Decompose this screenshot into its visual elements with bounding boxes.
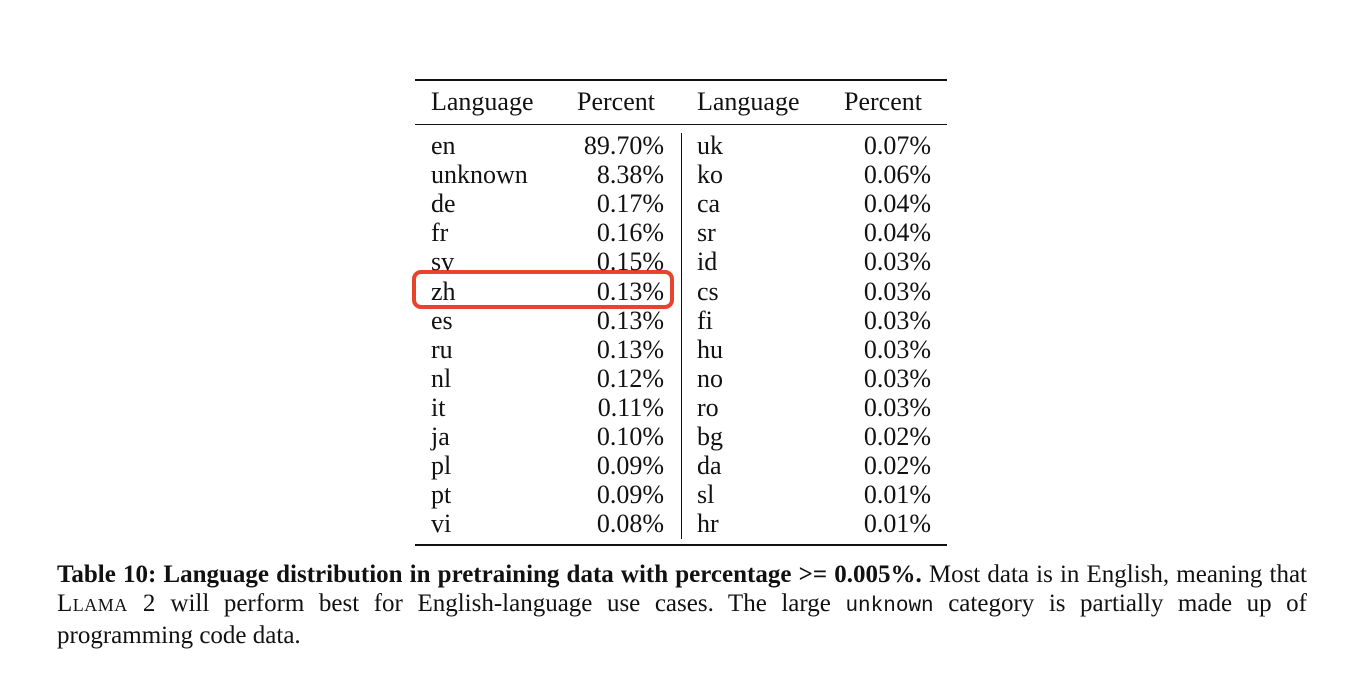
- cell-language-2: sr: [697, 218, 716, 248]
- cell-language-1: unknown: [431, 160, 528, 190]
- cell-language-1: ru: [431, 334, 453, 364]
- header-percent-2: Percent: [844, 87, 922, 116]
- cell-percent-1: 0.11%: [597, 392, 664, 422]
- header-percent-1: Percent: [577, 87, 655, 116]
- cell-percent-1: 0.09%: [596, 480, 664, 510]
- header-language-1: Language: [431, 87, 534, 116]
- cell-percent-2: 0.04%: [863, 189, 931, 219]
- cell-percent-1: 0.12%: [596, 363, 664, 393]
- table-top-rule: [415, 79, 947, 81]
- cell-percent-2: 0.03%: [863, 392, 931, 422]
- cell-percent-2: 0.03%: [863, 276, 931, 306]
- cell-percent-2: 0.03%: [863, 363, 931, 393]
- cell-percent-2: 0.01%: [863, 480, 931, 510]
- cell-language-1: es: [431, 305, 453, 335]
- cell-language-2: hu: [697, 334, 723, 364]
- cell-percent-2: 0.03%: [863, 305, 931, 335]
- cell-percent-1: 0.13%: [596, 276, 664, 306]
- cell-percent-1: 0.13%: [596, 334, 664, 364]
- cell-language-1: sv: [431, 247, 455, 277]
- cell-percent-2: 0.03%: [863, 247, 931, 277]
- table-bottom-rule: [415, 544, 947, 546]
- cell-language-2: uk: [697, 131, 723, 160]
- cell-language-1: en: [431, 131, 456, 160]
- cell-language-1: vi: [431, 509, 452, 539]
- caption-mono: unknown: [845, 595, 934, 618]
- cell-language-2: ko: [697, 160, 723, 190]
- table-caption: [57, 560, 1307, 650]
- caption-text-2: will perform best for English-language use cases. The large: [155, 590, 846, 617]
- cell-language-2: ca: [697, 189, 721, 219]
- cell-percent-2: 0.02%: [863, 451, 931, 481]
- cell-language-2: cs: [697, 276, 719, 306]
- cell-language-2: ro: [697, 392, 719, 422]
- caption-text-3: category is partially made up of programming code data.: [57, 590, 1307, 649]
- cell-language-1: pt: [431, 480, 452, 510]
- cell-percent-1: 0.16%: [596, 218, 664, 248]
- cell-language-2: no: [697, 363, 723, 393]
- cell-percent-1: 0.15%: [596, 247, 664, 277]
- cell-language-1: it: [431, 392, 446, 422]
- cell-percent-2: 0.02%: [863, 422, 931, 451]
- cell-percent-2: 0.01%: [863, 509, 931, 539]
- cell-language-1: zh: [431, 276, 456, 306]
- cell-percent-1: 0.17%: [596, 189, 664, 219]
- cell-percent-2: 0.04%: [863, 218, 931, 248]
- cell-percent-1: 0.13%: [596, 305, 664, 335]
- cell-language-2: da: [697, 451, 722, 481]
- cell-language-1: nl: [431, 363, 452, 393]
- cell-language-1: de: [431, 189, 456, 219]
- cell-language-1: ja: [431, 422, 450, 451]
- cell-language-1: pl: [431, 451, 452, 481]
- cell-percent-2: 0.03%: [863, 334, 931, 364]
- cell-percent-1: 0.08%: [596, 509, 664, 539]
- table-column-divider: [681, 133, 682, 539]
- caption-text-1: Most data is in English, meaning that: [921, 561, 1307, 588]
- caption-title: Table 10: Language distribution in pretraining data with percentage >= 0.005%.: [57, 561, 922, 588]
- cell-language-2: sl: [697, 480, 715, 510]
- cell-language-2: fi: [697, 305, 713, 335]
- cell-percent-1: 89.70%: [583, 131, 664, 160]
- cell-percent-2: 0.06%: [863, 160, 931, 190]
- cell-percent-1: 0.10%: [596, 422, 664, 451]
- caption-model-name: Llama 2: [57, 590, 156, 617]
- cell-percent-1: 8.38%: [596, 160, 664, 190]
- cell-language-2: hr: [697, 509, 719, 539]
- table-header-rule: [415, 124, 947, 125]
- cell-language-1: fr: [431, 218, 449, 248]
- cell-percent-1: 0.09%: [596, 451, 664, 481]
- header-language-2: Language: [697, 87, 800, 116]
- cell-percent-2: 0.07%: [863, 131, 931, 160]
- cell-language-2: bg: [697, 422, 723, 451]
- cell-language-2: id: [697, 247, 718, 277]
